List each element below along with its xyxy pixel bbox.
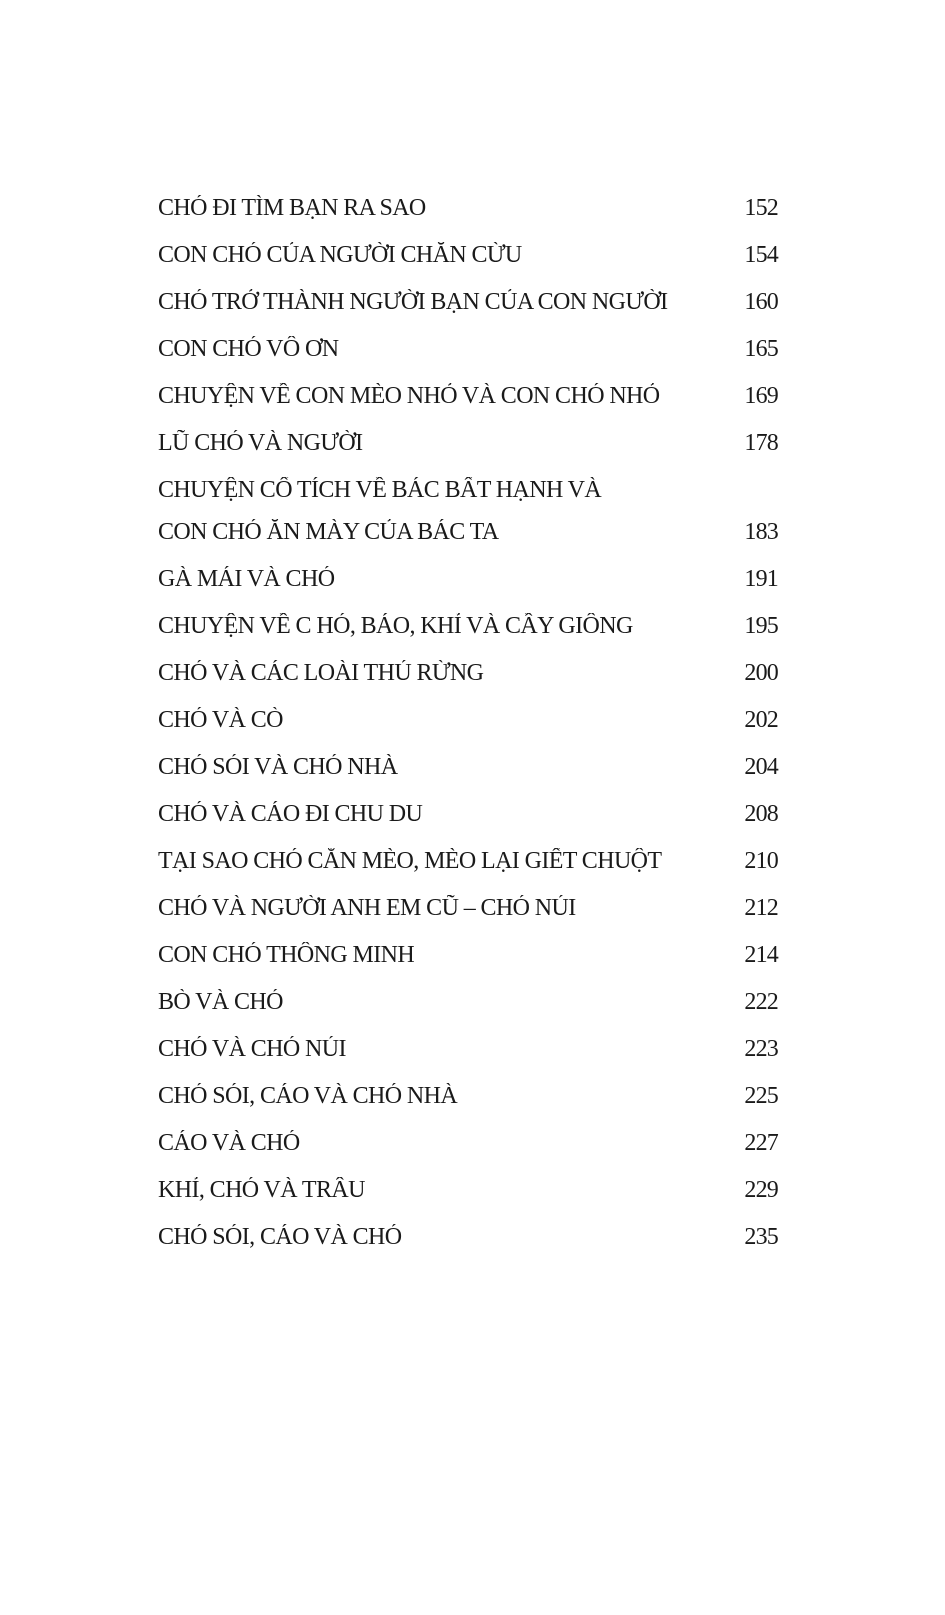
toc-entry-page: 165 — [744, 336, 778, 362]
toc-entry-page: 212 — [744, 895, 778, 921]
toc-entry-title: CHUYỆN VỀ C HÓ, BÁO, KHỈ VÀ CẦY GIÔNG — [158, 613, 633, 639]
toc-entry-page: 227 — [744, 1130, 778, 1156]
toc-entry — [158, 801, 778, 848]
toc-entry — [158, 707, 778, 754]
toc-entry — [158, 383, 778, 430]
toc-entry — [158, 895, 778, 942]
toc-entry-title: GÀ MÁI VÀ CHÓ — [158, 566, 335, 592]
toc-entry-title: CHÓ VÀ CHÓ NÚI — [158, 1036, 346, 1062]
toc-entry-page: 178 — [744, 430, 778, 456]
toc-entry — [158, 336, 778, 383]
toc-entry-page: 225 — [744, 1083, 778, 1109]
toc-entry-title: CHÓ VÀ CÒ — [158, 707, 283, 733]
toc-entry-continued — [158, 477, 778, 519]
toc-entry — [158, 1177, 778, 1224]
toc-entry-title: CHÓ SÓI VÀ CHÓ NHÀ — [158, 754, 398, 780]
toc-entry-title: CON CHÓ CỦA NGƯỜI CHĂN CỪU — [158, 242, 522, 268]
toc-entry-page: 222 — [744, 989, 778, 1015]
toc-entry-title: CHUYỆN CỔ TÍCH VỀ BÁC BẤT HẠNH VÀ — [158, 477, 602, 503]
toc-entry-title: CHÓ SÓI, CÁO VÀ CHÓ — [158, 1224, 402, 1250]
toc-entry-page: 204 — [744, 754, 778, 780]
toc-entry-title: LŨ CHÓ VÀ NGƯỜI — [158, 430, 363, 456]
toc-entry-title: KHỈ, CHÓ VÀ TRÂU — [158, 1177, 365, 1203]
toc-entry-page: 191 — [744, 566, 778, 592]
toc-entry-page: 195 — [744, 613, 778, 639]
toc-entry — [158, 848, 778, 895]
toc-entry-title: CHÓ VÀ NGƯỜI ANH EM CŨ – CHÓ NÚI — [158, 895, 576, 921]
toc-entry-title: CHÓ ĐI TÌM BẠN RA SAO — [158, 195, 426, 221]
toc-entry-title: CHÓ VÀ CÁC LOÀI THÚ RỪNG — [158, 660, 484, 686]
toc-entry — [158, 1224, 778, 1271]
toc-entry-title: CHÓ SÓI, CÁO VÀ CHÓ NHÀ — [158, 1083, 458, 1109]
toc-entry-page: 160 — [744, 289, 778, 315]
toc-entry — [158, 289, 778, 336]
toc-entry-page: 152 — [744, 195, 778, 221]
toc-entry-title: TẠI SAO CHÓ CẮN MÈO, MÈO LẠI GIẾT CHUỘT — [158, 848, 662, 874]
toc-entry-title: CHÓ VÀ CÁO ĐI CHU DU — [158, 801, 423, 827]
toc-entry — [158, 942, 778, 989]
toc-entry-title: CON CHÓ THÔNG MINH — [158, 942, 415, 968]
toc-entry — [158, 242, 778, 289]
toc-entry-page: 214 — [744, 942, 778, 968]
toc-entry-page: 154 — [744, 242, 778, 268]
toc-entry-title: CON CHÓ VÔ ƠN — [158, 336, 339, 362]
toc-entry — [158, 1083, 778, 1130]
toc-entry-page: 200 — [744, 660, 778, 686]
toc-entry-page: 208 — [744, 801, 778, 827]
toc-entry — [158, 1036, 778, 1083]
toc-entry-page: 202 — [744, 707, 778, 733]
toc-entry — [158, 1130, 778, 1177]
toc-entry-title: BÒ VÀ CHÓ — [158, 989, 283, 1015]
toc-entry-page: 229 — [744, 1177, 778, 1203]
toc-entry-title: CÁO VÀ CHÓ — [158, 1130, 300, 1156]
toc-entry — [158, 989, 778, 1036]
toc-entry-page: 223 — [744, 1036, 778, 1062]
toc-entry-page: 183 — [744, 519, 778, 545]
table-of-contents — [158, 195, 778, 1271]
toc-entry-title: CHÓ TRỞ THÀNH NGƯỜI BẠN CỦA CON NGƯỜI — [158, 289, 668, 315]
toc-entry-page: 169 — [744, 383, 778, 409]
toc-entry — [158, 754, 778, 801]
toc-entry — [158, 613, 778, 660]
toc-entry — [158, 660, 778, 707]
toc-entry — [158, 519, 778, 566]
toc-entry — [158, 430, 778, 477]
toc-entry-title: CON CHÓ ĂN MÀY CỦA BÁC TA — [158, 519, 499, 545]
toc-entry-page: 210 — [744, 848, 778, 874]
toc-entry — [158, 566, 778, 613]
toc-entry-title: CHUYỆN VỀ CON MÈO NHỎ VÀ CON CHÓ NHỎ — [158, 383, 660, 409]
toc-entry-page: 235 — [744, 1224, 778, 1250]
toc-entry — [158, 195, 778, 242]
